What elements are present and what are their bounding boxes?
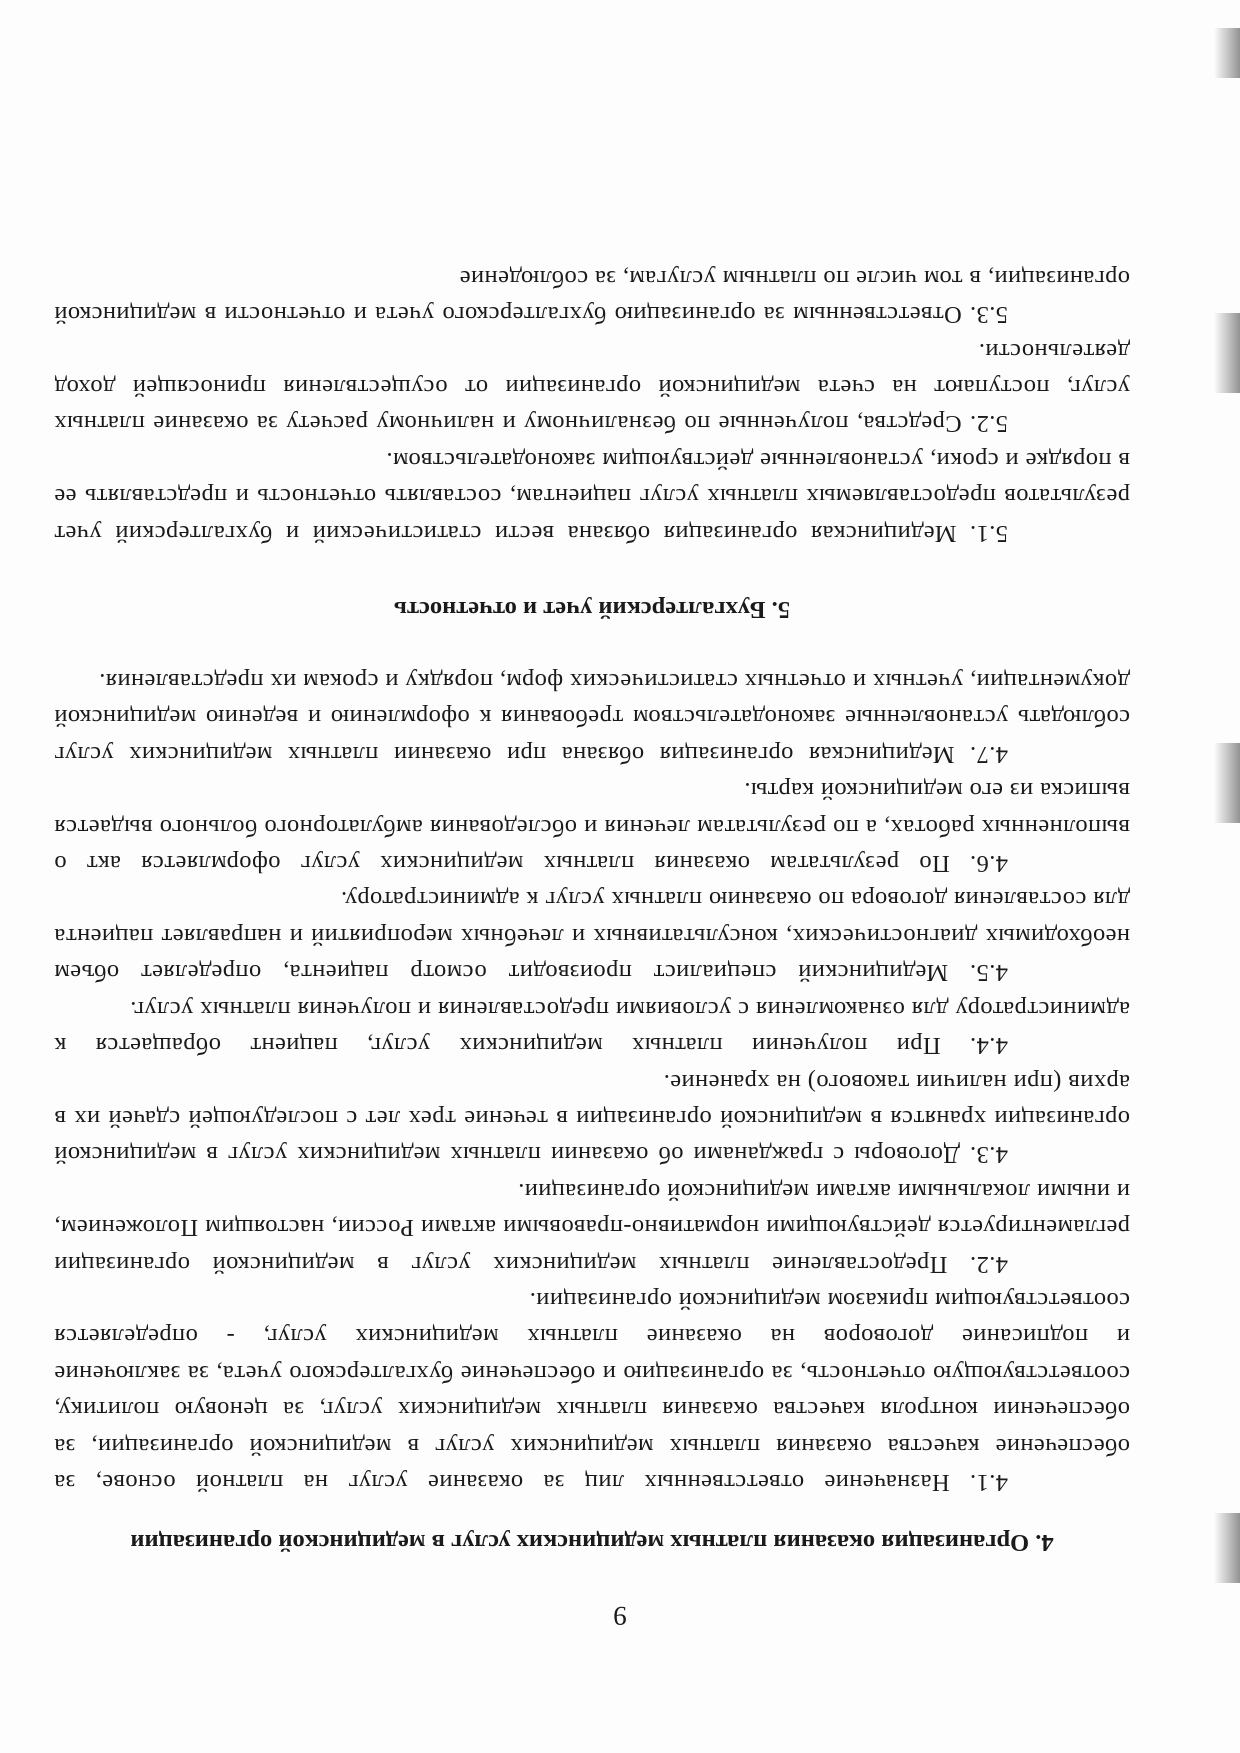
paragraph-5-1: 5.1. Медицинская организация обязана вести статистический и бухгалтерский учет результатов предоставляемых платных услуг пациентам, составлять отчетность и представлять ее в порядке и сроки, установленные действующим законодательством.: [54, 446, 1130, 547]
paragraph-4-2: 4.2. Предоставление платных медицинских услуг в медицинской организации регламентируется действующими нормативно-правовыми актами России, настоящим Положением, и иными локальными актами медицинской организации.: [54, 1177, 1130, 1278]
paragraph-4-1: 4.1. Назначение ответственных лиц за оказание услуг на платной основе, за обеспечение качества оказания платных медицинских услуг в медицинской организации, за обеспечении контроля качества оказания платных медицинских услуг, за ценовую политику, соответствующую отчетность, за организацию и обеспечение бухгалтерского учета, за заключение и подписание договоров на оказание платных медицинских услуг, - определяется соответствующим приказом медицинской организации.: [54, 1286, 1130, 1496]
paragraph-4-6: 4.6. По результатам оказания платных медицинских услуг оформляется акт о выполненных работах, а по результатам лечения и обследования амбулаторного больного выдается выписка из его медицинской карты.: [54, 777, 1130, 878]
scan-shadow: [1214, 743, 1240, 823]
paragraph-5-3: 5.3. Ответственным за организацию бухгалтерского учета и отчетности в медицинской организации, в том числе по платным услугам, за соблюдение: [54, 264, 1130, 329]
scan-shadow: [1214, 28, 1240, 78]
section-5-heading: 5. Бухгалтерский учет и отчетность: [393, 595, 791, 623]
section-4-heading: 4. Организация оказания платных медицинских услуг в медицинской организации: [130, 1529, 1054, 1556]
scan-shadow: [1214, 313, 1240, 393]
paragraph-4-7: 4.7. Медицинская организация обязана при оказании платных медицинских услуг соблюдать установленные законодательством требования к оформлению и ведению медицинской документации, учетных и отчетных статистических форм, порядку и срокам их представления.: [54, 668, 1130, 768]
paragraph-4-5: 4.5. Медицинский специалист производит осмотр пациента, определяет объем необходимых диагностических, консультативных и лечебных мероприятий и направляет пациента для составления договора по оказанию платных услуг к администратору.: [54, 886, 1130, 987]
scan-shadow: [1214, 1513, 1240, 1583]
paragraph-4-4: 4.4. При получении платных медицинских услуг, пациент обращается к администратору для ознакомления с условиями предоставления и получения платных услуг.: [54, 995, 1130, 1060]
paragraph-5-2: 5.2. Средства, полученные по безналичному и наличному расчету за оказание платных услуг, поступают на счета медицинской организации от осуществления приносящей доход деятельности.: [54, 337, 1130, 438]
document-body: [54, 259, 1130, 1560]
paragraph-4-3: 4.3. Договоры с гражданами об оказании платных медицинских услуг в медицинской организации хранятся в медицинской организации в течение трех лет с последующей сдачей их в архив (при наличии такового) на хранение.: [54, 1068, 1130, 1169]
page-number: 9: [613, 1601, 627, 1631]
